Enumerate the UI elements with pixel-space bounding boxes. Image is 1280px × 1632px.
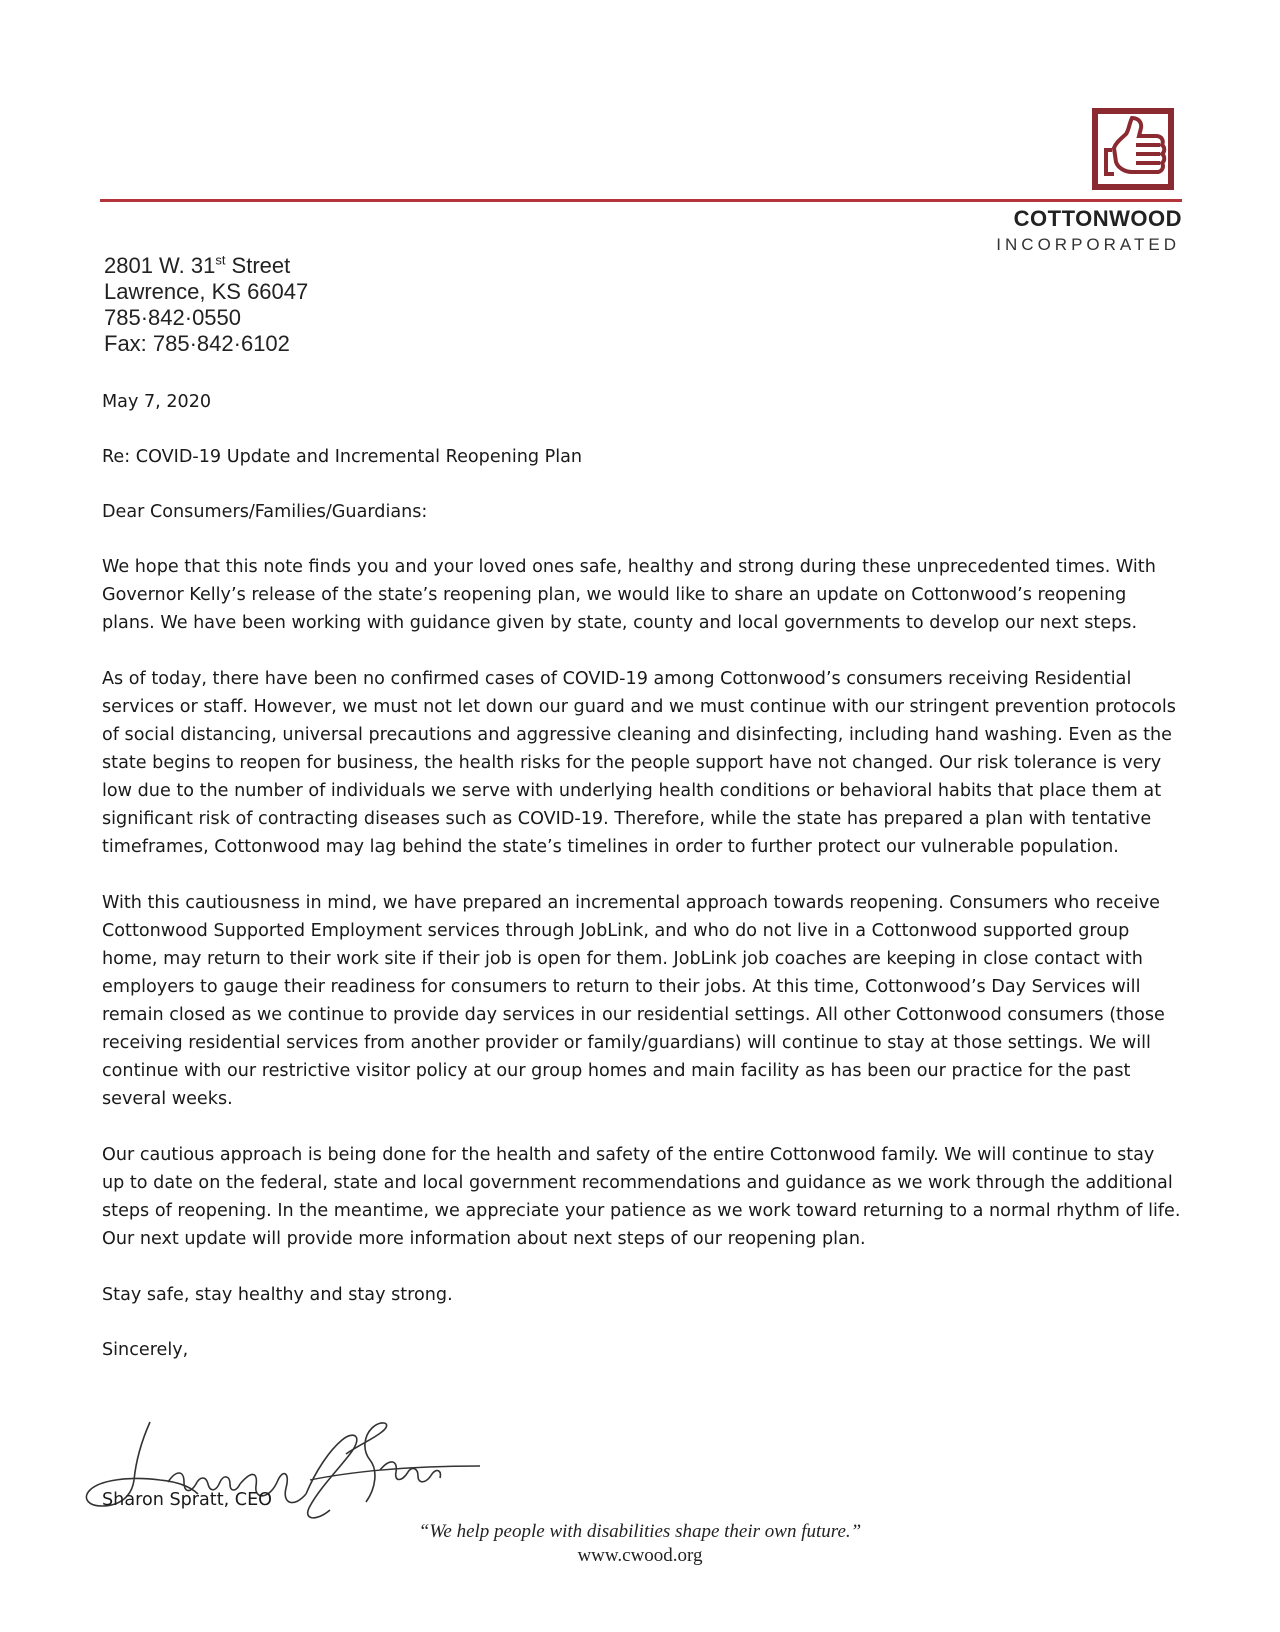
brand-name: COTTONWOOD (1013, 206, 1182, 231)
letter-body (102, 388, 1182, 1391)
thumbs-up-icon (1092, 108, 1174, 190)
letter-subject: Re: COVID-19 Update and Incremental Reopening Plan (102, 447, 583, 467)
address-city: Lawrence, KS 66047 (104, 279, 309, 304)
brand-subtitle: INCORPORATED (996, 235, 1180, 254)
footer-tagline: “We help people with disabilities shape their own future.” (418, 1521, 862, 1542)
letter-paragraph: Our cautious approach is being done for the health and safety of the entire Cottonwood family. We will continue to stay up to date on the federal, state and local government recommendations and guidance as we work through the additional steps of reopening. In the meantime, we appreciate your patience as we work toward returning to a normal rhythm of life. Our next update will provide more information about next steps of our reopening plan. (102, 1145, 1181, 1249)
letter-salutation: Dear Consumers/Families/Guardians: (102, 502, 428, 522)
footer-website: www.cwood.org (577, 1545, 703, 1566)
letter-sign-off: Sincerely, (102, 1340, 189, 1360)
address-fax: Fax: 785·842·6102 (104, 331, 290, 356)
letter-closing-line: Stay safe, stay healthy and stay strong. (102, 1285, 453, 1305)
address-phone: 785·842·0550 (104, 305, 242, 330)
letter-date: May 7, 2020 (102, 392, 212, 412)
handwritten-signature (80, 1410, 520, 1530)
letter-paragraph: As of today, there have been no confirmed cases of COVID-19 among Cottonwood’s consumers receiving Residential services or staff. However, we must not let down our guard and we must continue with our stringent prevention protocols of social distancing, universal precautions and aggressive cleaning and disinfecting, including hand washing. Even as the state begins to reopen for business, the health risks for the people support have not changed. Our risk tolerance is very low due to the number of individuals we serve with underlying health conditions or behavioral habits that place them at significant risk of contracting diseases such as COVID-19. Therefore, while the state has prepared a plan with tentative timeframes, Cottonwood may lag behind the state’s timelines in order to further protect our vulnerable population. (102, 669, 1176, 857)
sender-address (104, 253, 308, 357)
letter-paragraph: With this cautiousness in mind, we have prepared an incremental approach towards reopening. Consumers who receive Cottonwood Supported Employment services through JobLink, and who do not live in a Cottonwood supported group home, may return to their work site if their job is open for them. JobLink job coaches are keeping in close contact with employers to gauge their readiness for consumers to return to their jobs. At this time, Cottonwood’s Day Services will remain closed as we continue to provide day services in our residential settings. All other Cottonwood consumers (those receiving residential services from another provider or family/guardians) will continue to stay at those settings. We will continue with our restrictive visitor policy at our group homes and main facility as has been our practice for the past several weeks. (102, 893, 1165, 1109)
signer-name: Sharon Spratt, CEO (102, 1490, 273, 1510)
cottonwood-logo (1092, 108, 1174, 190)
letterhead-rule (100, 199, 1182, 202)
address-street: 2801 W. 31st Street (104, 252, 291, 278)
letter-paragraph: We hope that this note finds you and your loved ones safe, healthy and strong during these unprecedented times. With Governor Kelly’s release of the state’s reopening plan, we would like to share an update on Cottonwood’s reopening plans. We have been working with guidance given by state, county and local governments to develop our next steps. (102, 557, 1156, 633)
